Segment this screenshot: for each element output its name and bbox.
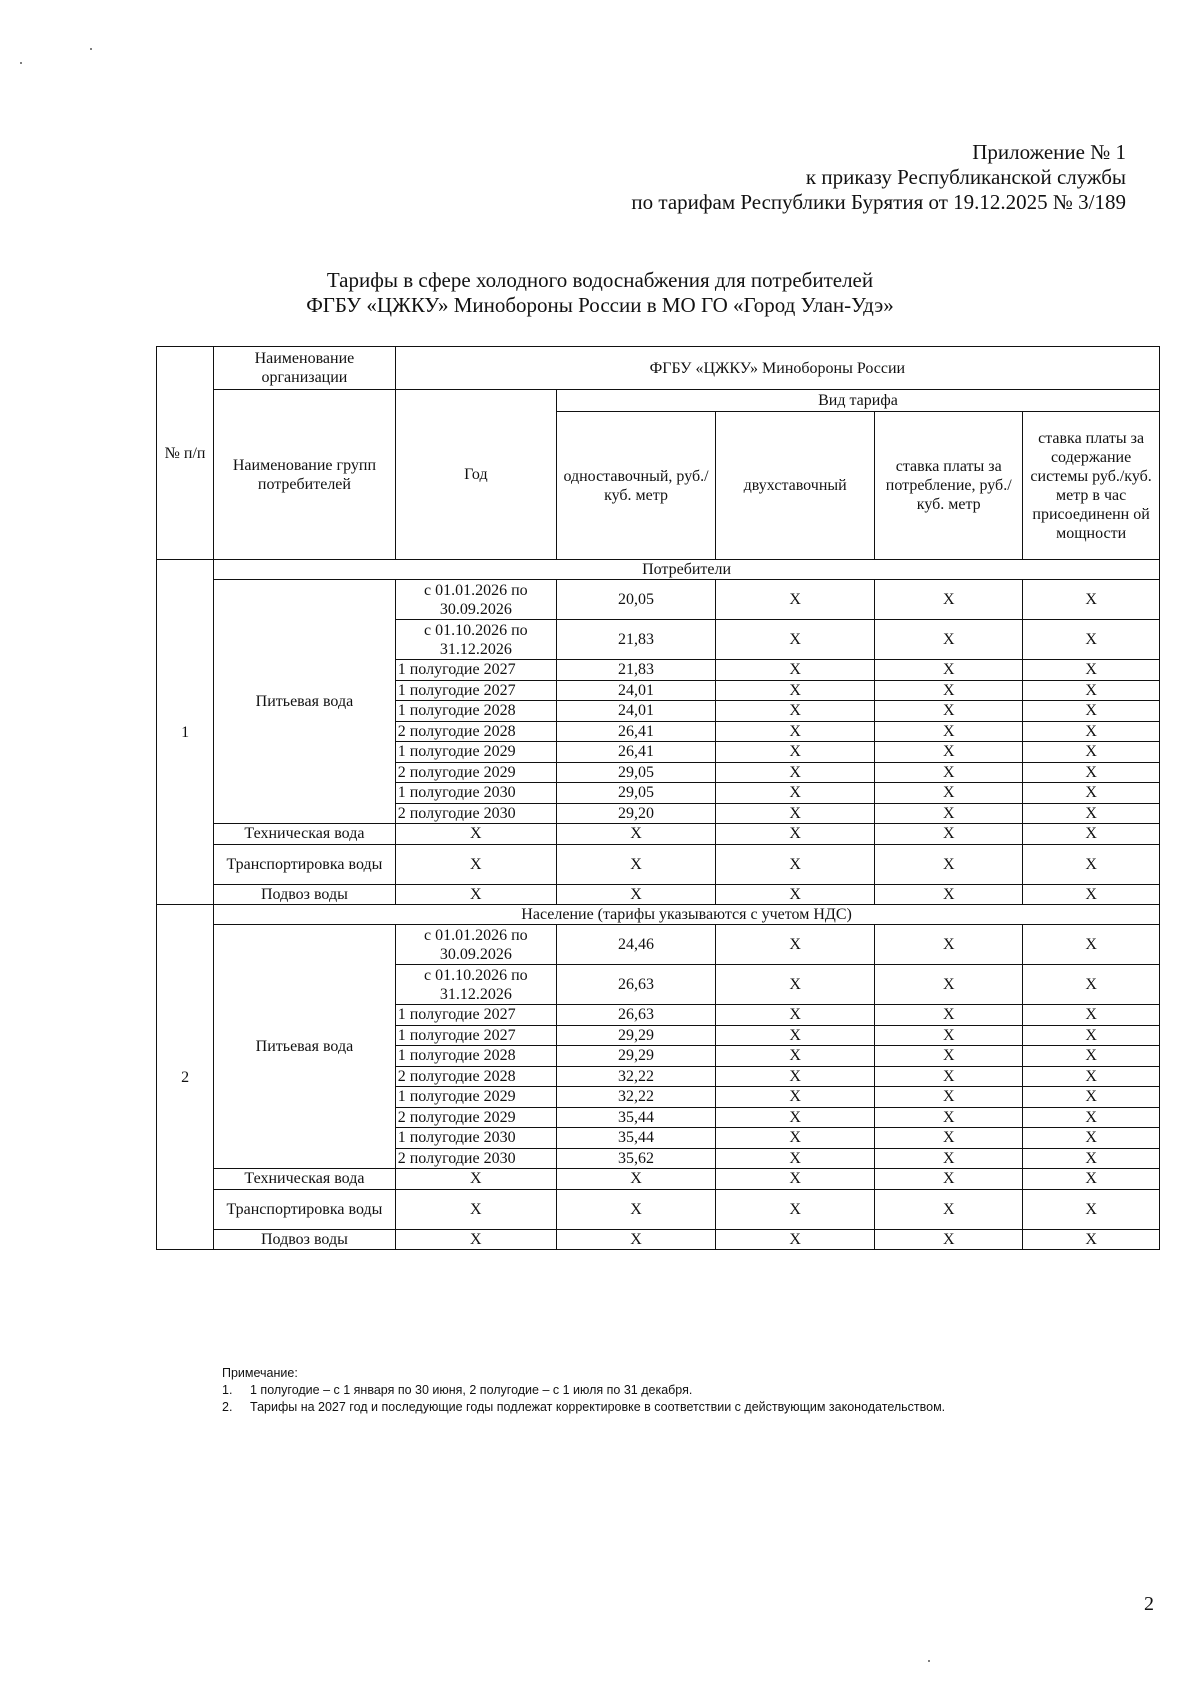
single-rate-value: 29,29 bbox=[556, 1025, 715, 1046]
tariff-row bbox=[157, 925, 1160, 965]
single-rate-value: 20,05 bbox=[556, 580, 715, 620]
title-line-1: Тарифы в сфере холодного водоснабжения для потребителей bbox=[326, 268, 874, 292]
org-name: ФГБУ «ЦЖКУ» Минобороны России bbox=[395, 347, 1159, 390]
consumption-rate-value: X bbox=[875, 1046, 1023, 1067]
consumption-rate-value: X bbox=[875, 824, 1023, 845]
group-label: Техническая вода bbox=[214, 1169, 396, 1190]
period-cell: с 01.10.2026 по 31.12.2026 bbox=[395, 620, 556, 660]
group-row bbox=[157, 884, 1160, 905]
note-text: Тарифы на 2027 год и последующие годы подлежат корректировке в соответствии с действующим законодательством. bbox=[250, 1400, 946, 1414]
row-number-header: № п/п bbox=[157, 347, 214, 560]
single-rate-value: 29,05 bbox=[556, 783, 715, 804]
note-number: 2. bbox=[222, 1400, 233, 1414]
group-label: Транспортировка воды bbox=[214, 1189, 396, 1229]
double-rate-value: X bbox=[716, 1148, 875, 1169]
capacity-rate-value: X bbox=[1023, 1189, 1160, 1229]
double-rate-value: X bbox=[716, 783, 875, 804]
consumption-rate-value: X bbox=[875, 701, 1023, 722]
period-cell: с 01.10.2026 по 31.12.2026 bbox=[395, 965, 556, 1005]
double-rate-value: X bbox=[716, 721, 875, 742]
consumption-rate-value: X bbox=[875, 884, 1023, 905]
period-cell: 1 полугодие 2028 bbox=[395, 1046, 556, 1067]
double-rate-value: X bbox=[716, 680, 875, 701]
period-cell: 1 полугодие 2029 bbox=[395, 1087, 556, 1108]
capacity-rate-value: X bbox=[1023, 721, 1160, 742]
capacity-rate-header: ставка платы за содержание системы руб./куб. метр в час присоединенн ой мощности bbox=[1023, 412, 1160, 560]
capacity-rate-value: X bbox=[1023, 580, 1160, 620]
capacity-rate-value: X bbox=[1023, 1087, 1160, 1108]
double-rate-value: X bbox=[716, 965, 875, 1005]
capacity-rate-value: X bbox=[1023, 824, 1160, 845]
consumption-rate-value: X bbox=[875, 1005, 1023, 1026]
period-cell: 2 полугодие 2030 bbox=[395, 1148, 556, 1169]
capacity-rate-value: X bbox=[1023, 803, 1160, 824]
appendix-number: Приложение № 1 bbox=[972, 140, 1126, 164]
appendix-header bbox=[631, 140, 1126, 215]
notes-heading: Примечание: bbox=[222, 1366, 298, 1380]
scan-speck bbox=[20, 62, 22, 64]
period-cell: 1 полугодие 2027 bbox=[395, 1025, 556, 1046]
section-title: Население (тарифы указываются с учетом НДС) bbox=[214, 905, 1160, 925]
consumption-rate-value: X bbox=[875, 660, 1023, 681]
note-text: 1 полугодие – с 1 января по 30 июня, 2 полугодие – с 1 июля по 31 декабря. bbox=[250, 1383, 693, 1397]
double-rate-value: X bbox=[716, 701, 875, 722]
capacity-rate-value: X bbox=[1023, 925, 1160, 965]
double-rate-value: X bbox=[716, 620, 875, 660]
single-rate-value: 35,62 bbox=[556, 1148, 715, 1169]
capacity-rate-value: X bbox=[1023, 701, 1160, 722]
appendix-date: по тарифам Республики Бурятия от 19.12.2025 № 3/189 bbox=[631, 190, 1126, 214]
capacity-rate-value: X bbox=[1023, 965, 1160, 1005]
double-rate-value: X bbox=[716, 580, 875, 620]
consumption-rate-value: X bbox=[875, 1107, 1023, 1128]
capacity-rate-value: X bbox=[1023, 620, 1160, 660]
scan-speck bbox=[90, 48, 92, 50]
consumption-rate-value: X bbox=[875, 844, 1023, 884]
capacity-rate-value: X bbox=[1023, 1066, 1160, 1087]
single-rate-value: 29,20 bbox=[556, 803, 715, 824]
single-rate-value: 32,22 bbox=[556, 1087, 715, 1108]
group-row bbox=[157, 1189, 1160, 1229]
double-rate-value: X bbox=[716, 1128, 875, 1149]
single-rate-value: 24,01 bbox=[556, 701, 715, 722]
capacity-rate-value: X bbox=[1023, 762, 1160, 783]
consumption-rate-value: X bbox=[875, 1025, 1023, 1046]
consumption-rate-value: X bbox=[875, 1148, 1023, 1169]
consumption-rate-value: X bbox=[875, 1189, 1023, 1229]
double-rate-value: X bbox=[716, 1025, 875, 1046]
note-number: 1. bbox=[222, 1383, 233, 1397]
group-label: Техническая вода bbox=[214, 824, 396, 845]
single-rate-value: 35,44 bbox=[556, 1128, 715, 1149]
section-number: 1 bbox=[157, 560, 214, 905]
page-number: 2 bbox=[1144, 1593, 1154, 1615]
year-value: X bbox=[395, 844, 556, 884]
single-rate-header: одноставочный, руб./ куб. метр bbox=[556, 412, 715, 560]
year-value: X bbox=[395, 1169, 556, 1190]
capacity-rate-value: X bbox=[1023, 1025, 1160, 1046]
capacity-rate-value: X bbox=[1023, 1005, 1160, 1026]
capacity-rate-value: X bbox=[1023, 1046, 1160, 1067]
group-label: Транспортировка воды bbox=[214, 844, 396, 884]
consumption-rate-value: X bbox=[875, 1169, 1023, 1190]
consumption-rate-value: X bbox=[875, 580, 1023, 620]
group-row bbox=[157, 1229, 1160, 1250]
period-cell: 1 полугодие 2027 bbox=[395, 1005, 556, 1026]
group-row bbox=[157, 844, 1160, 884]
group-row bbox=[157, 1169, 1160, 1190]
capacity-rate-value: X bbox=[1023, 1107, 1160, 1128]
single-rate-value: 21,83 bbox=[556, 620, 715, 660]
capacity-rate-value: X bbox=[1023, 1128, 1160, 1149]
period-cell: 2 полугодие 2028 bbox=[395, 721, 556, 742]
period-cell: 2 полугодие 2030 bbox=[395, 803, 556, 824]
consumption-rate-header: ставка платы за потребление, руб./ куб. метр bbox=[875, 412, 1023, 560]
single-rate-value: X bbox=[556, 824, 715, 845]
single-rate-value: 24,01 bbox=[556, 680, 715, 701]
note-item bbox=[222, 1382, 945, 1399]
tariff-row bbox=[157, 580, 1160, 620]
single-rate-value: X bbox=[556, 1189, 715, 1229]
capacity-rate-value: X bbox=[1023, 1169, 1160, 1190]
group-label-drinking-water: Питьевая вода bbox=[214, 925, 396, 1169]
single-rate-value: 26,41 bbox=[556, 721, 715, 742]
notes bbox=[222, 1365, 945, 1416]
consumption-rate-value: X bbox=[875, 742, 1023, 763]
double-rate-value: X bbox=[716, 742, 875, 763]
double-rate-value: X bbox=[716, 925, 875, 965]
year-label: Год bbox=[395, 390, 556, 560]
double-rate-value: X bbox=[716, 884, 875, 905]
tariff-table bbox=[156, 346, 1160, 1250]
double-rate-value: X bbox=[716, 803, 875, 824]
section-title-row bbox=[157, 560, 1160, 580]
consumption-rate-value: X bbox=[875, 1229, 1023, 1250]
single-rate-value: 26,63 bbox=[556, 1005, 715, 1026]
period-cell: с 01.01.2026 по 30.09.2026 bbox=[395, 925, 556, 965]
year-value: X bbox=[395, 1189, 556, 1229]
single-rate-value: 26,63 bbox=[556, 965, 715, 1005]
section-title-row bbox=[157, 905, 1160, 925]
double-rate-value: X bbox=[716, 1066, 875, 1087]
capacity-rate-value: X bbox=[1023, 742, 1160, 763]
consumption-rate-value: X bbox=[875, 620, 1023, 660]
single-rate-value: X bbox=[556, 1169, 715, 1190]
single-rate-value: X bbox=[556, 844, 715, 884]
period-cell: 2 полугодие 2029 bbox=[395, 762, 556, 783]
period-cell: 1 полугодие 2030 bbox=[395, 1128, 556, 1149]
year-value: X bbox=[395, 884, 556, 905]
double-rate-value: X bbox=[716, 1046, 875, 1067]
scan-speck bbox=[928, 1660, 930, 1662]
consumption-rate-value: X bbox=[875, 803, 1023, 824]
double-rate-value: X bbox=[716, 660, 875, 681]
consumption-rate-value: X bbox=[875, 762, 1023, 783]
capacity-rate-value: X bbox=[1023, 844, 1160, 884]
single-rate-value: 35,44 bbox=[556, 1107, 715, 1128]
single-rate-value: X bbox=[556, 884, 715, 905]
double-rate-header: двухставочный bbox=[716, 412, 875, 560]
section-title: Потребители bbox=[214, 560, 1160, 580]
consumption-rate-value: X bbox=[875, 783, 1023, 804]
capacity-rate-value: X bbox=[1023, 660, 1160, 681]
single-rate-value: 21,83 bbox=[556, 660, 715, 681]
period-cell: с 01.01.2026 по 30.09.2026 bbox=[395, 580, 556, 620]
double-rate-value: X bbox=[716, 824, 875, 845]
period-cell: 1 полугодие 2027 bbox=[395, 680, 556, 701]
capacity-rate-value: X bbox=[1023, 680, 1160, 701]
note-item bbox=[222, 1399, 945, 1416]
consumption-rate-value: X bbox=[875, 925, 1023, 965]
document-title bbox=[150, 268, 1050, 318]
group-row bbox=[157, 824, 1160, 845]
double-rate-value: X bbox=[716, 1169, 875, 1190]
consumption-rate-value: X bbox=[875, 1128, 1023, 1149]
period-cell: 1 полугодие 2027 bbox=[395, 660, 556, 681]
tariff-kind-row bbox=[157, 390, 1160, 412]
consumption-rate-value: X bbox=[875, 721, 1023, 742]
double-rate-value: X bbox=[716, 762, 875, 783]
double-rate-value: X bbox=[716, 1005, 875, 1026]
groups-label: Наименование групп потребителей bbox=[214, 390, 396, 560]
double-rate-value: X bbox=[716, 1107, 875, 1128]
single-rate-value: 24,46 bbox=[556, 925, 715, 965]
section-number: 2 bbox=[157, 905, 214, 1250]
org-row bbox=[157, 347, 1160, 390]
tariff-kind-label: Вид тарифа bbox=[556, 390, 1159, 412]
title-line-2: ФГБУ «ЦЖКУ» Минобороны России в МО ГО «Город Улан-Удэ» bbox=[306, 293, 894, 317]
single-rate-value: X bbox=[556, 1229, 715, 1250]
single-rate-value: 29,05 bbox=[556, 762, 715, 783]
single-rate-value: 32,22 bbox=[556, 1066, 715, 1087]
period-cell: 1 полугодие 2030 bbox=[395, 783, 556, 804]
capacity-rate-value: X bbox=[1023, 884, 1160, 905]
group-label: Подвоз воды bbox=[214, 1229, 396, 1250]
group-label: Подвоз воды bbox=[214, 884, 396, 905]
year-value: X bbox=[395, 1229, 556, 1250]
group-label-drinking-water: Питьевая вода bbox=[214, 580, 396, 824]
period-cell: 1 полугодие 2029 bbox=[395, 742, 556, 763]
year-value: X bbox=[395, 824, 556, 845]
consumption-rate-value: X bbox=[875, 965, 1023, 1005]
double-rate-value: X bbox=[716, 1087, 875, 1108]
double-rate-value: X bbox=[716, 1229, 875, 1250]
org-label: Наименование организации bbox=[214, 347, 396, 390]
double-rate-value: X bbox=[716, 1189, 875, 1229]
period-cell: 2 полугодие 2028 bbox=[395, 1066, 556, 1087]
double-rate-value: X bbox=[716, 844, 875, 884]
consumption-rate-value: X bbox=[875, 1087, 1023, 1108]
period-cell: 2 полугодие 2029 bbox=[395, 1107, 556, 1128]
consumption-rate-value: X bbox=[875, 1066, 1023, 1087]
period-cell: 1 полугодие 2028 bbox=[395, 701, 556, 722]
single-rate-value: 26,41 bbox=[556, 742, 715, 763]
appendix-order: к приказу Республиканской службы bbox=[805, 165, 1126, 189]
consumption-rate-value: X bbox=[875, 680, 1023, 701]
capacity-rate-value: X bbox=[1023, 1229, 1160, 1250]
capacity-rate-value: X bbox=[1023, 783, 1160, 804]
single-rate-value: 29,29 bbox=[556, 1046, 715, 1067]
capacity-rate-value: X bbox=[1023, 1148, 1160, 1169]
